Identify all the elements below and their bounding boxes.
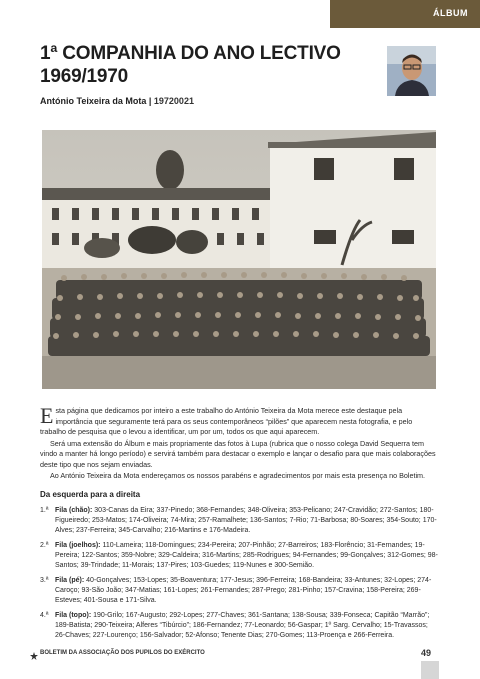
association-logo-icon xyxy=(30,647,38,655)
name-list xyxy=(40,506,438,646)
article-body xyxy=(40,403,438,483)
row-text: 190-Grilo; 167-Augusto; 292-Lopes; 277-Chaves; 361-Santana; 138-Sousa; 339-Fonseca; Capitão “Marrão”; 189-Batista; 290-Teixeira; Alferes “Tibúrcio”; 186-Fernandez; 77-Leonardo; 56-Gaspar; 1º Sarg. Cervalho; 15-Travassos; 26-Chaves; 227-Lourenço; 156-Salvador; 52-Afonso; Tenente Dias; 270-Gomes; 113-Proença e 266-Ferreira. xyxy=(55,612,430,639)
row-number: 4.ª xyxy=(40,612,49,619)
row-number: 2.ª xyxy=(40,542,49,549)
row-text: 303-Canas da Eira; 337-Pinedo; 368-Fernandes; 348-Oliveira; 353-Pelicano; 247-Cravidão; 272-Santos; 180-Figueiredo; 253-Matos; 174-Oliveira; 74-Mira; 257-Ramalhete; 136-Santos; 7-Rio; 71-Barbosa; 80-Soares; 354-Souto; 170-Alves; 237-Ferreira; 345-Carvalho; 216-Martins e 176-Madeira. xyxy=(55,507,437,534)
list-item xyxy=(40,576,438,606)
body-paragraph-1-text: sta página que dedicamos por inteiro a este trabalho do António Teixeira da Mota merece este destaque pela importância que seguramente terá para os seus contemporâneos “pilões” que aparecem nesta fotografia, e pelo trabalho de pesquisa que o levou a identificar, um por um, todos os que aqui aparecem. xyxy=(40,406,413,436)
list-item xyxy=(40,611,438,641)
row-content xyxy=(55,506,438,536)
row-label: Fila (pé): xyxy=(55,577,85,584)
author-name: António Teixeira da Mota xyxy=(40,96,147,106)
author-byline xyxy=(40,96,194,106)
row-text: 110-Lameira; 118-Domingues; 234-Pereira; 207-Pinhão; 27-Barreiros; 183-Florêncio; 31-Fernandes; 19-Pereira; 122-Santos; 359-Nobre; 329-Caldeira; 316-Martins; 285-Rodrigues; 94-Fernandes; 99-Gonçalves; 312-Gomes; 98-Santos; 39-Trindade; 11-Morais; 137-Pires; 103-Guedes; 119-Nunes e 300-Semião. xyxy=(55,542,438,569)
article-title-line-1: 1ª COMPANHIA DO ANO LECTIVO xyxy=(40,43,341,64)
row-label: Fila (chão): xyxy=(55,507,93,514)
row-text: 40-Gonçalves; 153-Lopes; 35-Boaventura; 177-Jesus; 396-Ferreira; 168-Bandeira; 33-Antunes; 32-Lopes; 274-Caroço; 93-São João; 347-Matias; 161-Lopes; 261-Fernandes; 287-Prego; 281-Pinho; 157-Cravina; 158-Pereira; 269-Esteves; 401-Sousa e 171-Silva. xyxy=(55,577,432,604)
body-paragraph-1 xyxy=(40,403,438,438)
author-portrait xyxy=(387,46,436,96)
author-separator: | xyxy=(148,96,152,106)
article-title xyxy=(40,42,370,88)
body-paragraph-2: Será uma extensão do Álbum e mais propriamente das fotos à Lupa (rubrica que o nosso colega David Sequerra tem vindo a manter há longo período) e servirá também para destacar o exemplo e lançar o desafio para que mais colaborações deste tipo que nos sejam enviadas. xyxy=(40,438,436,469)
page-number: 49 xyxy=(421,648,432,658)
row-label: Fila (joelhos): xyxy=(55,542,101,549)
section-tab xyxy=(330,0,480,28)
row-content xyxy=(55,611,438,641)
list-heading: Da esquerda para a direita xyxy=(40,490,141,499)
article-title-line-2: 1969/1970 xyxy=(40,66,129,87)
row-label: Fila (topo): xyxy=(55,612,92,619)
author-number: 19720021 xyxy=(153,96,194,106)
body-paragraph-3: Ao António Teixeira da Mota endereçamos os nossos parabéns e agradecimentos por mais esta presença no Boletim. xyxy=(50,471,426,480)
row-content xyxy=(55,541,438,571)
row-content xyxy=(55,576,438,606)
row-number: 3.ª xyxy=(40,577,49,584)
list-item xyxy=(40,506,438,536)
list-item xyxy=(40,541,438,571)
page-number-block xyxy=(421,661,439,679)
drop-cap: E xyxy=(40,403,54,428)
group-photo xyxy=(42,130,436,389)
footer-publication: BOLETIM DA ASSOCIAÇÃO DOS PUPILOS DO EXÉRCITO xyxy=(40,650,205,656)
section-tab-label: ÁLBUM xyxy=(433,8,468,18)
row-number: 1.ª xyxy=(40,507,49,514)
